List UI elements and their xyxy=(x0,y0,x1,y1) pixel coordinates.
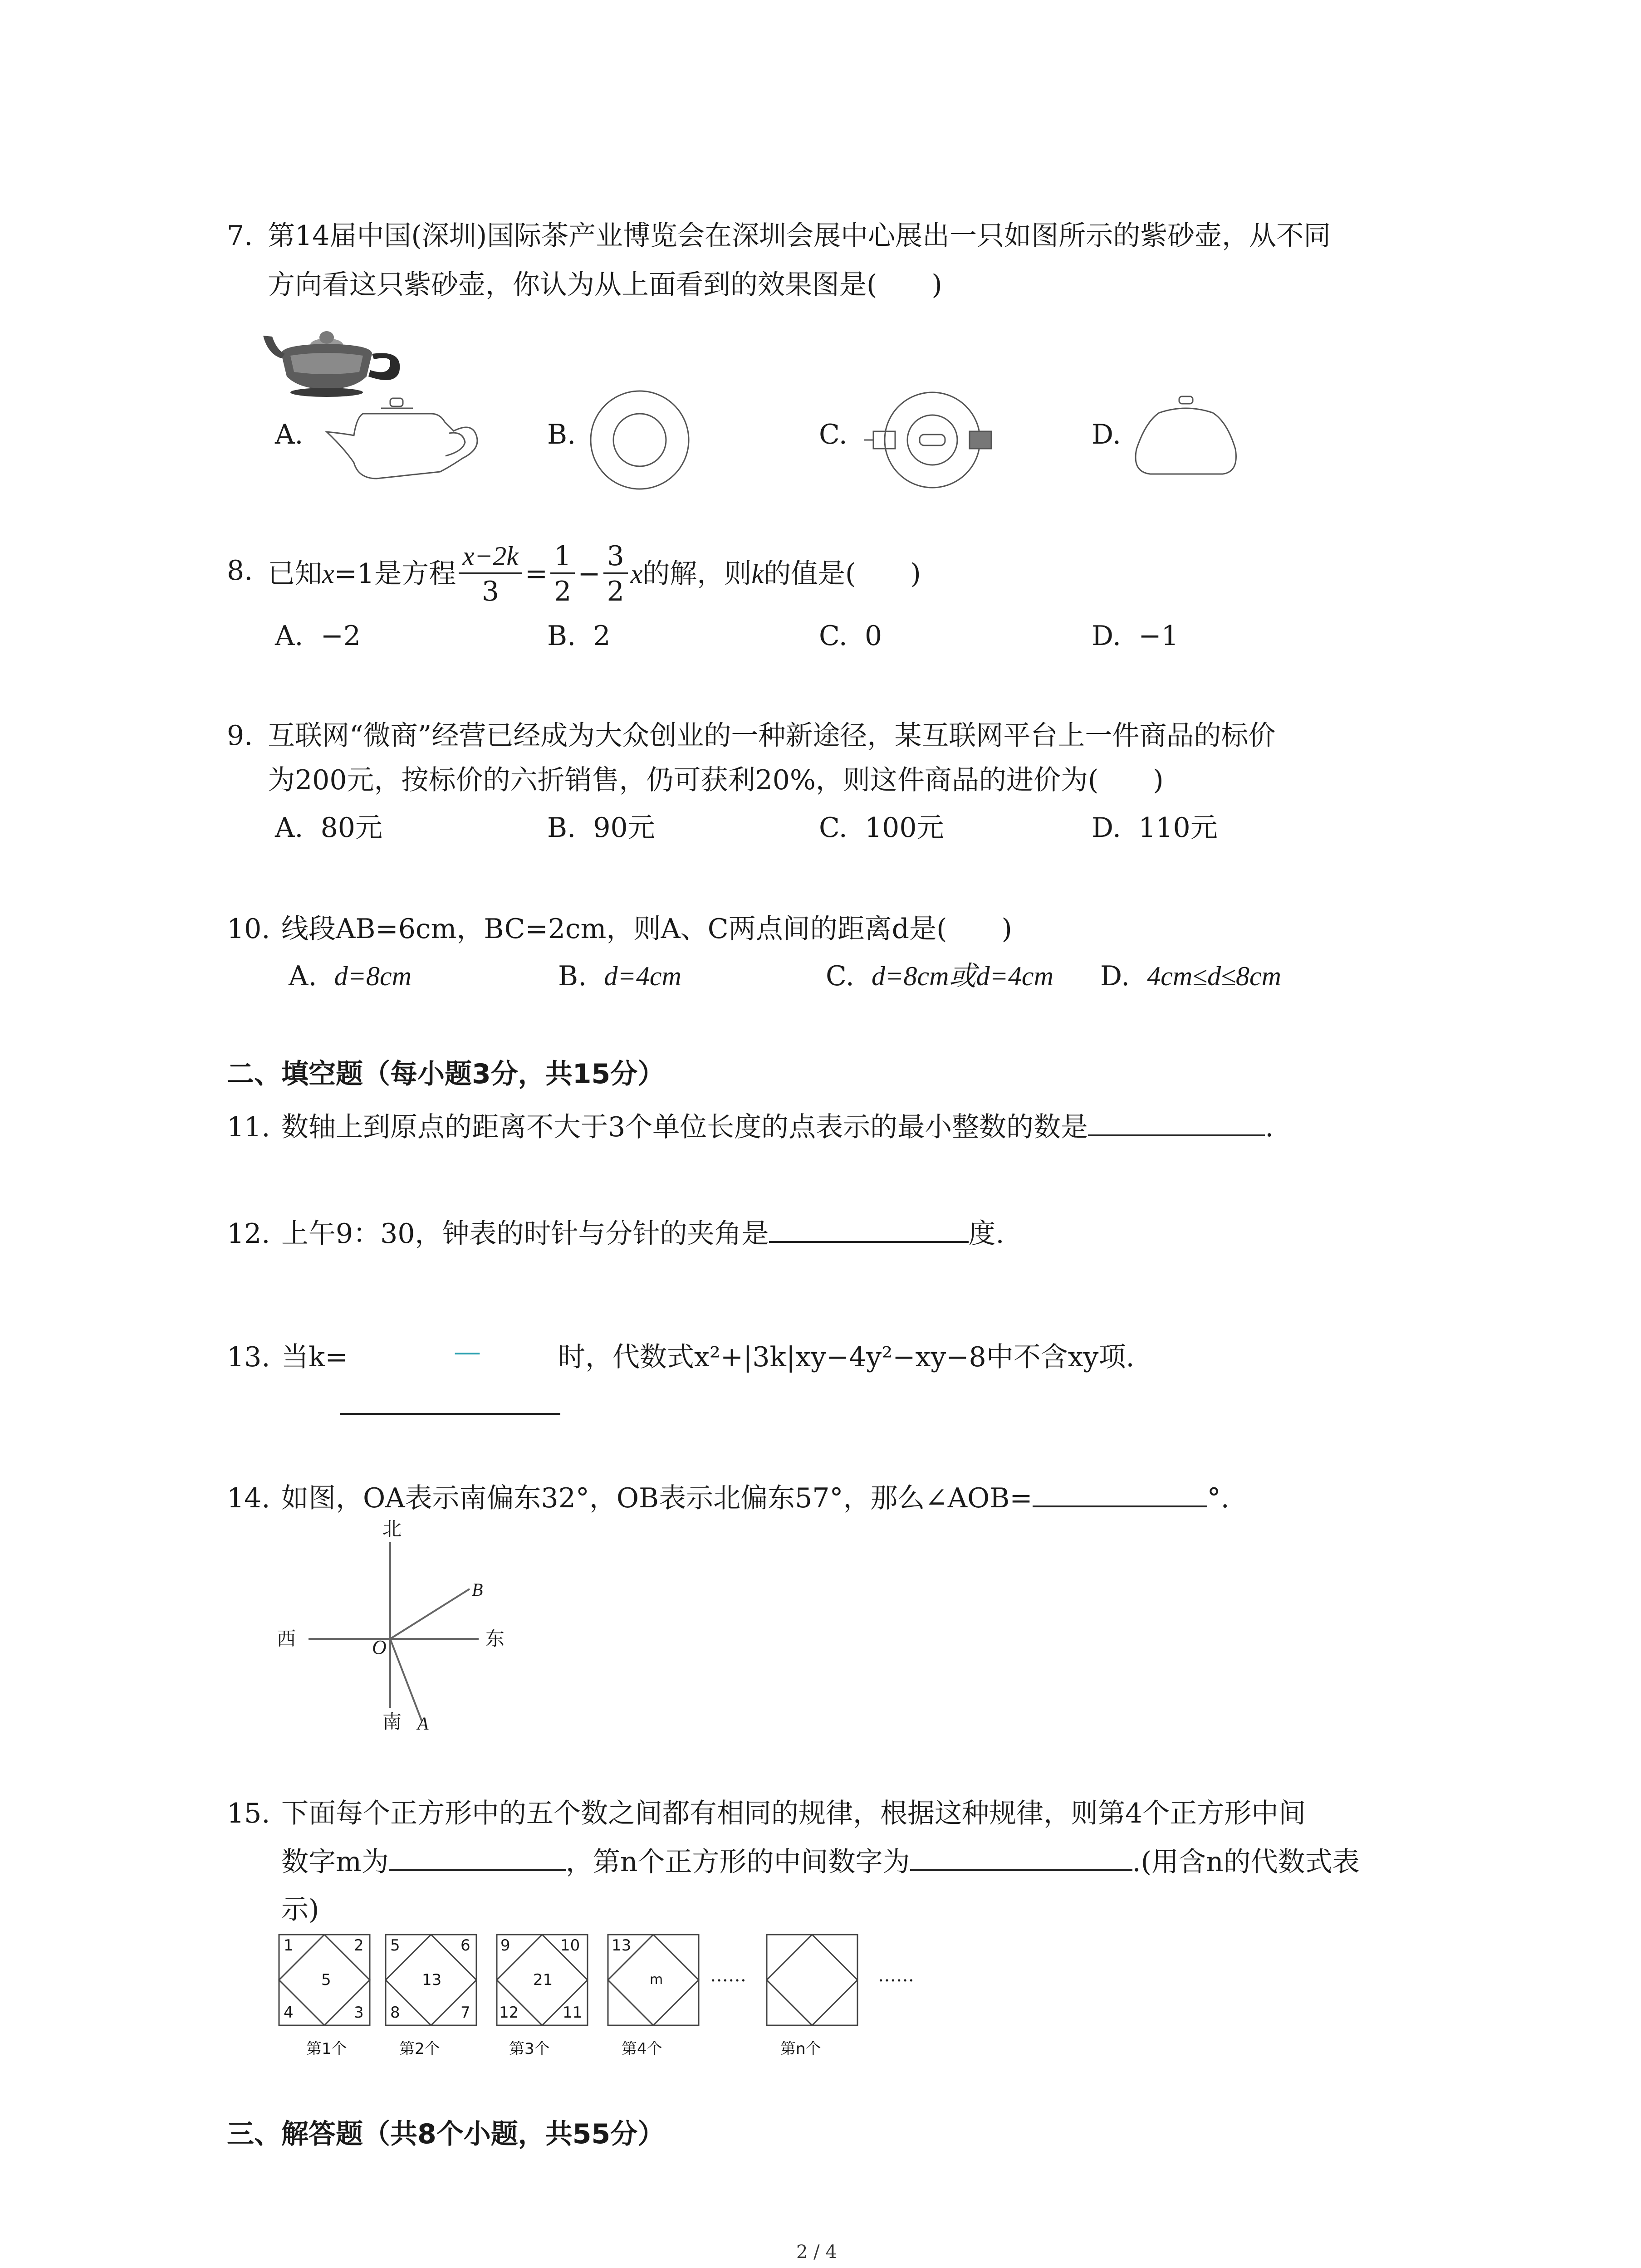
q10-option-d-value: 4cm≤d≤8cm xyxy=(1147,961,1281,991)
q12-text: 上午9：30，钟表的时针与分针的夹角是 xyxy=(281,1218,769,1250)
q14-answer-blank[interactable] xyxy=(1033,1500,1207,1507)
q11-end: . xyxy=(1265,1111,1274,1143)
q12-answer-blank[interactable] xyxy=(769,1236,969,1243)
q10-option-c-label: C. xyxy=(826,960,854,992)
q8-fraction-2-numerator: 1 xyxy=(550,543,575,574)
sq2-tl: 5 xyxy=(390,1936,400,1955)
q11-answer-blank[interactable] xyxy=(1088,1129,1265,1136)
teapot-image xyxy=(263,308,426,399)
q8-option-c xyxy=(819,622,882,650)
q12-stem xyxy=(281,1218,1004,1250)
q8-option-d-label: D. xyxy=(1092,620,1122,652)
q7-stem-line2: 方向看这只紫砂壶，你认为从上面看到的效果图是( ) xyxy=(268,269,942,301)
q15-number: 15. xyxy=(227,1798,270,1829)
q9-option-d-value: 110元 xyxy=(1138,812,1218,844)
q8-fraction-2-denominator: 2 xyxy=(554,576,572,607)
q7-option-a-label: A. xyxy=(275,419,304,450)
q8-fraction-3-numerator: 3 xyxy=(603,543,628,574)
q10-option-d xyxy=(1100,960,1281,992)
q10-option-b-label: B. xyxy=(558,960,587,992)
q14-stem xyxy=(281,1482,1230,1514)
q14-label-b: B xyxy=(472,1579,483,1600)
q14-label-north: 北 xyxy=(382,1518,402,1540)
sq4-tl: 13 xyxy=(612,1936,632,1955)
q9-option-c xyxy=(819,812,944,844)
q7-option-c-figure xyxy=(864,388,1000,492)
sq2-br: 7 xyxy=(460,2004,470,2022)
sq2-caption: 第2个 xyxy=(399,2040,440,2058)
q8-option-b xyxy=(547,622,611,650)
sq1-caption: 第1个 xyxy=(306,2040,347,2058)
q7-option-d-label: D. xyxy=(1092,419,1122,450)
sq3-tl: 9 xyxy=(500,1936,510,1955)
q8-fraction-1-denominator: 3 xyxy=(481,576,500,607)
sq4-center: m xyxy=(650,1972,663,1988)
q14-label-a: A xyxy=(417,1713,429,1734)
q13-text-2: 时，代数式x²+|3k|xy−4y²−xy−8中不含xy项. xyxy=(558,1341,1135,1373)
q8-number: 8. xyxy=(227,555,253,587)
q14-text: 如图，OA表示南偏东32°，OB表示北偏东57°，那么∠AOB= xyxy=(281,1482,1033,1514)
q10-option-c-value: d=8cm或d=4cm xyxy=(872,961,1053,991)
sq2-center: 13 xyxy=(422,1971,442,1989)
q7-number: 7. xyxy=(227,220,253,252)
sq3-br: 11 xyxy=(563,2004,583,2022)
q8-equals: = xyxy=(524,558,548,590)
q8-option-b-value: 2 xyxy=(593,620,611,652)
sq1-br: 3 xyxy=(354,2004,364,2022)
q9-option-b xyxy=(547,812,655,844)
q8-option-c-value: 0 xyxy=(865,620,882,652)
q8-option-d-value: −1 xyxy=(1138,620,1179,652)
q9-option-c-label: C. xyxy=(819,812,847,844)
q8-x: x xyxy=(322,559,334,589)
q7-option-c-label: C. xyxy=(819,419,847,450)
q8-k-var: k xyxy=(751,559,764,589)
q15-squares-figure xyxy=(274,1932,910,2032)
q9-option-a-label: A. xyxy=(275,812,304,844)
sq3-bl: 12 xyxy=(499,2004,519,2022)
q14-number: 14. xyxy=(227,1482,270,1514)
q7-option-b-label: B. xyxy=(547,419,576,450)
q14-label-south: 南 xyxy=(382,1711,402,1733)
q15-answer-blank-m[interactable] xyxy=(389,1864,566,1871)
q8-text-2: =1是方程 xyxy=(334,558,456,590)
sq1-tr: 2 xyxy=(354,1936,364,1955)
q10-option-a-label: A. xyxy=(289,960,317,992)
q15-stem-line1: 下面每个正方形中的五个数之间都有相同的规律，根据这种规律，则第4个正方形中间 xyxy=(281,1798,1306,1829)
q14-label-o: O xyxy=(372,1636,387,1658)
q9-option-d xyxy=(1092,812,1218,844)
q15-text-2c: .(用含n的代数式表 xyxy=(1132,1846,1360,1878)
q8-minus: − xyxy=(578,558,601,590)
q8-option-a xyxy=(275,622,361,650)
q15-stem-line3: 示) xyxy=(281,1894,319,1926)
q11-text: 数轴上到原点的距离不大于3个单位长度的点表示的最小整数的数是 xyxy=(281,1111,1088,1143)
q14-end: °. xyxy=(1207,1482,1230,1514)
section-2-heading: 二、填空题（每小题3分，共15分） xyxy=(227,1058,665,1090)
q9-option-b-label: B. xyxy=(547,812,576,844)
q14-label-east: 东 xyxy=(485,1628,505,1650)
q11-stem xyxy=(281,1111,1274,1143)
q8-text-4: 的值是( ) xyxy=(764,558,921,590)
q8-x-var: x xyxy=(630,559,643,589)
q15-text-2a: 数字m为 xyxy=(281,1846,389,1878)
page-number: 2 / 4 xyxy=(796,2242,837,2263)
q10-option-b-value: d=4cm xyxy=(604,961,681,991)
sq1-center: 5 xyxy=(321,1971,331,1989)
q10-stem: 线段AB=6cm，BC=2cm，则A、C两点间的距离d是( ) xyxy=(281,913,1012,945)
q9-option-a-value: 80元 xyxy=(320,812,382,844)
q8-fraction-3 xyxy=(603,540,628,607)
q14-label-west: 西 xyxy=(277,1628,296,1650)
q8-fraction-1 xyxy=(459,543,522,605)
q8-fraction-3-denominator: 2 xyxy=(607,576,624,607)
sq3-center: 21 xyxy=(533,1971,553,1989)
q9-number: 9. xyxy=(227,720,253,752)
q7-option-d-figure xyxy=(1132,395,1241,481)
q9-option-b-value: 90元 xyxy=(593,812,655,844)
q9-option-d-label: D. xyxy=(1092,812,1122,844)
q7-stem-line1: 第14届中国(深圳)国际茶产业博览会在深圳会展中心展出一只如图所示的紫砂壶，从不同 xyxy=(268,220,1331,252)
q13-text-1: 当k= xyxy=(281,1341,348,1373)
q15-ellipsis-1: …… xyxy=(710,1965,746,1986)
q10-option-d-label: D. xyxy=(1100,960,1130,992)
q11-number: 11. xyxy=(227,1111,270,1143)
q9-option-a xyxy=(275,812,382,844)
q10-option-c xyxy=(826,960,1053,992)
q8-option-c-label: C. xyxy=(819,620,847,652)
q12-end: 度. xyxy=(968,1218,1004,1250)
sq1-bl: 4 xyxy=(284,2004,294,2022)
q8-text-3: 的解，则 xyxy=(642,558,752,590)
q10-number: 10. xyxy=(227,913,270,945)
sq4-caption: 第4个 xyxy=(622,2040,662,2058)
q8-fraction-1-numerator: x−2k xyxy=(459,543,522,574)
sq3-tr: 10 xyxy=(560,1936,580,1955)
q15-answer-blank-n[interactable] xyxy=(910,1864,1132,1871)
q10-option-a xyxy=(289,960,412,992)
q8-option-d xyxy=(1092,622,1179,650)
q8-option-b-label: B. xyxy=(547,620,576,652)
sq2-tr: 6 xyxy=(460,1936,470,1955)
sq3-caption: 第3个 xyxy=(509,2040,550,2058)
sq2-bl: 8 xyxy=(390,2004,400,2022)
q13-number: 13. xyxy=(227,1341,270,1373)
q8-stem xyxy=(268,540,921,608)
sq1-tl: 1 xyxy=(284,1936,294,1955)
sqn-caption: 第n个 xyxy=(780,2040,821,2058)
q8-option-a-value: −2 xyxy=(320,620,361,652)
q9-option-c-value: 100元 xyxy=(865,812,944,844)
q7-option-b-figure xyxy=(588,388,692,492)
q9-stem-line2: 为200元，按标价的六折销售，仍可获利20%，则这件商品的进价为( ) xyxy=(268,764,1164,796)
q9-stem-line1: 互联网“微商”经营已经成为大众创业的一种新途径，某互联网平台上一件商品的标价 xyxy=(268,720,1276,752)
section-3-heading: 三、解答题（共8个小题，共55分） xyxy=(227,2118,665,2150)
q7-option-a-figure xyxy=(327,390,490,485)
q15-ellipsis-2: …… xyxy=(878,1965,914,1986)
q8-fraction-2 xyxy=(550,540,575,607)
q13-answer-blank[interactable] xyxy=(340,1413,560,1415)
q8-text-1: 已知 xyxy=(268,558,322,590)
q8-option-a-label: A. xyxy=(275,620,304,652)
q15-stem-line2 xyxy=(281,1848,1360,1876)
q15-text-2b: ，第n个正方形的中间数字为 xyxy=(565,1846,910,1878)
q12-number: 12. xyxy=(227,1218,270,1250)
q13-dash: — xyxy=(454,1336,481,1368)
q10-option-b xyxy=(558,960,681,992)
q10-option-a-value: d=8cm xyxy=(334,961,412,991)
